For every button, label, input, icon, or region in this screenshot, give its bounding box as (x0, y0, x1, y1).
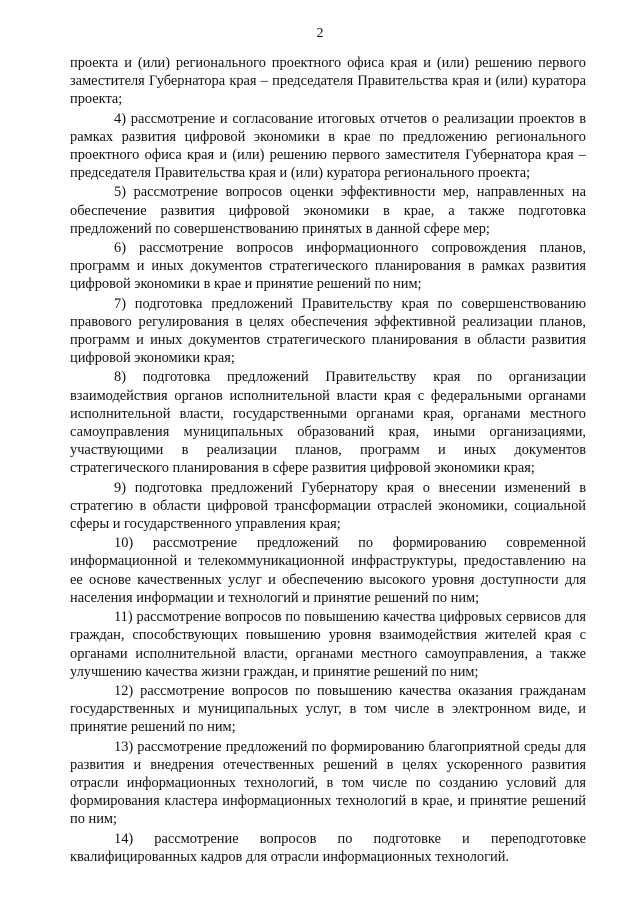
list-item-14: 14) рассмотрение вопросов по подготовке и переподготовке квалифицированных кадров для отрасли информационных технологий. (70, 830, 586, 865)
list-item-6: 6) рассмотрение вопросов информационного сопровождения планов, программ и иных документов стратегического планирования в рамках развития цифровой экономики в крае и принятие решений по ним; (70, 240, 586, 293)
document-body (70, 54, 586, 866)
list-item-12: 12) рассмотрение вопросов по повышению качества оказания гражданам государственных и муниципальных услуг, в том числе в электронном виде, и принятие решений по ним; (70, 682, 586, 736)
paragraph-continuation: проекта и (или) регионального проектного офиса края и (или) решению первого заместителя Губернатора края – председателя Правительства края и (или) куратора проекта; (70, 55, 586, 108)
list-item-7: 7) подготовка предложений Правительству края по совершенствованию правового регулирования в целях обеспечения эффективной реализации планов, программ и иных документов стратегического планирования в области развития цифровой экономики края; (70, 295, 586, 367)
list-item-4: 4) рассмотрение и согласование итоговых отчетов о реализации проектов в рамках развития цифровой экономики в крае по предложению регионального проектного офиса края и (или) решению первого заместителя Губернатора края – председателя Правительства края и (или) куратора регионального проекта; (70, 110, 586, 182)
list-item-8: 8) подготовка предложений Правительству края по организации взаимодействия органов исполнительной власти края с федеральными органами исполнительной власти, государственными органами края, органами местного самоуправления муниципальных образований края, иными организациями, участвующими в реализации планов, программ и иных документов стратегического планирования в сфере развития цифровой экономики края; (70, 369, 586, 477)
page-number: 2 (316, 26, 324, 41)
list-item-9: 9) подготовка предложений Губернатору края о внесении изменений в стратегию в области цифровой трансформации отраслей экономики, социальной сферы и государственного управления края; (70, 479, 586, 533)
list-item-11: 11) рассмотрение вопросов по повышению качества цифровых сервисов для граждан, способствующих повышению уровня взаимодействия жителей края с органами исполнительной власти, органами местного самоуправления, а также улучшению качества жизни граждан, и принятие решений по ним; (70, 609, 586, 680)
list-item-13: 13) рассмотрение предложений по формированию благоприятной среды для развития и внедрения отечественных решений в целях ускоренного развития отрасли информационных технологий, в том числе по созданию условий для формирования кластера информационных технологий в крае, и принятие решений по ним; (70, 738, 586, 828)
list-item-5: 5) рассмотрение вопросов оценки эффективности мер, направленных на обеспечение развития цифровой экономики в крае, а также подготовка предложений по совершенствованию принятых в данной сфере мер; (70, 184, 586, 237)
list-item-10: 10) рассмотрение предложений по формированию современной информационной и телекоммуникационной инфраструктуры, предоставлению на ее основе качественных услуг и обеспечению высокого уровня доступности для населения информации и технологий и принятие решений по ним; (70, 535, 586, 606)
